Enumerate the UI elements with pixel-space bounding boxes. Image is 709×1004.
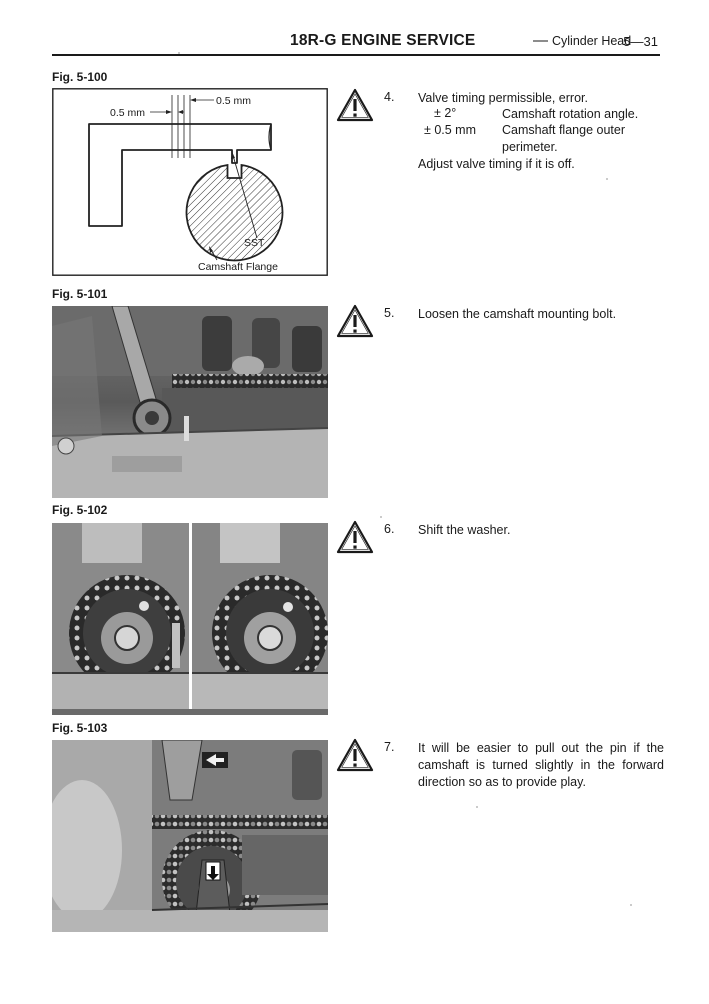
step-number: 4. [384,90,395,104]
page-number: 5—31 [623,34,658,49]
fig-5-102-photo [52,523,328,715]
step-number: 6. [384,522,395,536]
page-header [52,30,660,56]
step-number: 7. [384,740,395,754]
caution-triangle-icon [336,304,374,338]
spec-description-continued: perimeter. [502,140,558,154]
step-text: It will be easier to pull out the pin if the camshaft is turned slightly in the forward direction so as to provide play. [418,741,664,789]
caution-triangle-icon [336,520,374,554]
fig-5-102-label: Fig. 5-102 [52,503,108,517]
spec-value: ± 2° [434,106,457,120]
step-text: Loosen the camshaft mounting bolt. [418,307,617,321]
fig-5-103-photo [52,740,328,932]
step-intro: Valve timing permissible, error. [418,91,588,105]
caution-triangle-icon [336,88,374,122]
fig-5-100-label: Fig. 5-100 [52,70,108,84]
fig-5-103-label: Fig. 5-103 [52,721,108,735]
step-text: Shift the washer. [418,523,511,537]
fig-5-101-photo [52,306,328,498]
left-dimension-label: 0.5 mm [110,107,146,119]
section-title: Cylinder Head [552,34,632,48]
fig-5-101-label: Fig. 5-101 [52,287,108,301]
sst-label: SST [244,237,265,249]
spec-value: ± 0.5 mm [424,123,477,137]
caution-triangle-icon [336,738,374,772]
step-note: Adjust valve timing if it is off. [418,157,575,171]
camshaft-flange-label: Camshaft Flange [198,261,278,273]
fig-5-100-diagram [52,88,328,276]
spec-description: Camshaft flange outer [502,123,625,137]
right-dimension-label: 0.5 mm [216,95,252,107]
spec-description: Camshaft rotation angle. [502,107,639,121]
page-title: 18R-G ENGINE SERVICE [290,32,476,49]
step-number: 5. [384,306,395,320]
header-separator: — [533,32,548,49]
